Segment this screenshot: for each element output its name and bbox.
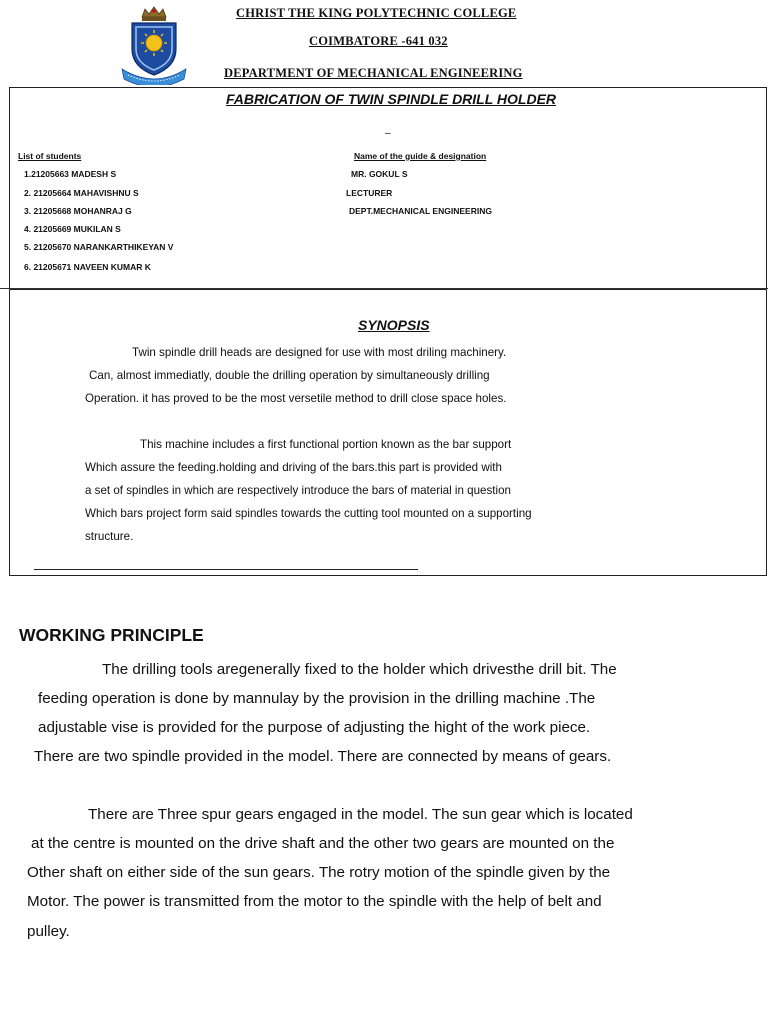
synopsis-line: Operation. it has proved to be the most versetile method to drill close space holes. bbox=[85, 392, 507, 405]
guide-name: MR. GOKUL S bbox=[351, 169, 408, 179]
student-item: 6. 21205671 NAVEEN KUMAR K bbox=[24, 262, 151, 272]
working-principle-heading: WORKING PRINCIPLE bbox=[19, 625, 204, 645]
college-crest-logo bbox=[118, 5, 190, 85]
synopsis-line: Which assure the feeding.holding and driving of the bars.this part is provided with bbox=[85, 461, 502, 474]
working-line: Other shaft on either side of the sun gears. The rotry motion of the spindle given by the bbox=[27, 864, 611, 881]
working-line: Motor. The power is transmitted from the motor to the spindle with the help of belt and bbox=[27, 893, 602, 910]
synopsis-line: Which bars project form said spindles towards the cutting tool mounted on a supporting bbox=[85, 507, 532, 520]
student-item: 3. 21205668 MOHANRAJ G bbox=[24, 206, 132, 216]
working-line: at the centre is mounted on the drive shaft and the other two gears are mounted on the bbox=[31, 835, 615, 852]
separator-dash: – bbox=[385, 128, 391, 139]
synopsis-line: a set of spindles in which are respectively introduce the bars of material in question bbox=[85, 484, 511, 497]
crown-icon bbox=[142, 7, 166, 21]
working-line: adjustable vise is provided for the purpose of adjusting the hight of the work piece. bbox=[38, 719, 591, 736]
synopsis-heading: SYNOPSIS bbox=[358, 317, 430, 333]
project-title: FABRICATION OF TWIN SPINDLE DRILL HOLDER bbox=[226, 91, 557, 107]
guide-designation: LECTURER bbox=[346, 188, 393, 198]
working-line: There are two spindle provided in the model. There are connected by means of gears. bbox=[34, 748, 612, 765]
signature-line bbox=[34, 569, 418, 570]
students-heading: List of students bbox=[18, 151, 82, 161]
department-name: DEPARTMENT OF MECHANICAL ENGINEERING bbox=[224, 66, 523, 80]
working-line: feeding operation is done by mannulay by the provision in the drilling machine .The bbox=[38, 690, 596, 707]
guide-heading: Name of the guide & designation bbox=[354, 151, 487, 161]
student-item: 2. 21205664 MAHAVISHNU S bbox=[24, 188, 139, 198]
working-line: The drilling tools aregenerally fixed to the holder which drivesthe drill bit. The bbox=[102, 661, 617, 678]
college-city: COIMBATORE -641 032 bbox=[309, 34, 448, 48]
student-item: 4. 21205669 MUKILAN S bbox=[24, 224, 121, 234]
working-line: There are Three spur gears engaged in the model. The sun gear which is located bbox=[88, 806, 633, 823]
working-line: pulley. bbox=[27, 923, 70, 940]
student-item: 5. 21205670 NARANKARTHIKEYAN V bbox=[24, 242, 174, 252]
synopsis-line: structure. bbox=[85, 530, 134, 543]
guide-department: DEPT.MECHANICAL ENGINEERING bbox=[349, 206, 492, 216]
synopsis-line: This machine includes a first functional portion known as the bar support bbox=[140, 438, 512, 451]
synopsis-line: Twin spindle drill heads are designed for use with most driling machinery. bbox=[132, 346, 507, 359]
synopsis-line: Can, almost immediatly, double the drilling operation by simultaneously drilling bbox=[89, 369, 490, 382]
college-name: CHRIST THE KING POLYTECHNIC COLLEGE bbox=[236, 6, 517, 20]
student-item: 1.21205663 MADESH S bbox=[24, 169, 117, 179]
